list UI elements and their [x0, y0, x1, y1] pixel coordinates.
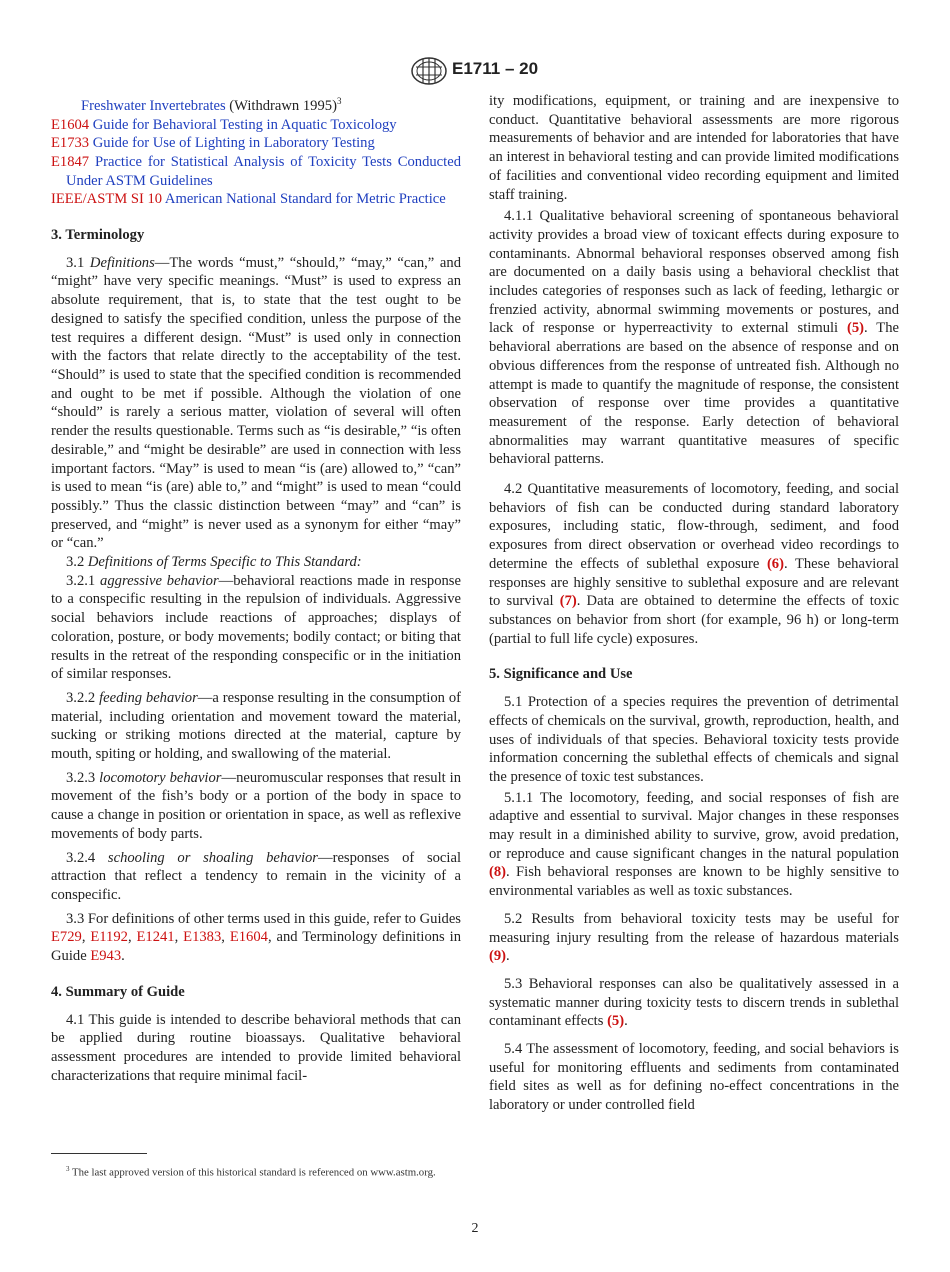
- paragraph-3-2-1: 3.2.1 aggressive behavior—behavioral reactions made in response to a conspecific resulting in the repulsion of individuals. Aggressive social behaviors include reactions of approaches; displays of coloration, posture, or body movements; bodily contact; or biting that results in the retreat of the responding conspecific or in the initiation of similar responses.: [51, 572, 461, 683]
- reference-number[interactable]: IEEE/ASTM SI 10: [51, 191, 163, 208]
- paragraph-4-1: 4.1 This guide is intended to describe behavioral methods that can be applied during routine bioassays. Qualitative behavioral assessment procedures are intended to provide limited behavioral characterizations that require minimal facil-: [51, 1011, 461, 1084]
- reference-item[interactable]: Freshwater Invertebrates (Withdrawn 1995)$^3$: [81, 96, 342, 114]
- paragraph-5-2: 5.2 Results from behavioral toxicity tests may be useful for measuring injury resulting from the release of hazardous materials (9).: [489, 910, 899, 965]
- citation-link[interactable]: (6): [766, 555, 784, 572]
- left-column: [51, 92, 461, 1085]
- standard-link[interactable]: E1383: [183, 929, 222, 946]
- citation-link[interactable]: (5): [607, 1013, 625, 1030]
- reference-item[interactable]: [51, 153, 461, 190]
- paragraph-4-2: 4.2 Quantitative measurements of locomotory, feeding, and social behaviors of fish can be conducted during standard laboratory exposures, including static, flow-through, sediment, and food exposures from direct observation or overhead video recordings to determine the effects of sublethal exposure (6). These behavioral responses are highly sensitive to sublethal exposure and are relevant to survival (7). Data are obtained to determine the effects of toxic substances on behavior from short (for example, 96 h) or long-term (partial to full life cycle) exposures.: [489, 481, 899, 647]
- paragraph-5-4: 5.4 The assessment of locomotory, feeding, and social behaviors is useful for monitoring effluents and sediments from contaminated field sites as well as for defining no-effect concentrations in the laboratory or under controlled field: [489, 1041, 899, 1114]
- citation-link[interactable]: (9): [489, 948, 507, 965]
- astm-logo-icon: [410, 56, 448, 86]
- paragraph-3-3: 3.3 For definitions of other terms used in this guide, refer to Guides E729, E1192, E1241, E1383, E1604, and Terminology definitions in Guide E943.: [51, 910, 462, 965]
- reference-number[interactable]: E1847: [51, 153, 90, 170]
- paragraph-4-1-continued: ity modifications, equipment, or training and are inexpensive to conduct. Quantitative behavioral assessments are more rigorous measurements of behavior and are intended for laboratories that have an interest in behavioral testing and can provide limited modifications of facilities and conventional video recording equipment and limited staff training.: [489, 93, 899, 203]
- reference-title[interactable]: American National Standard for Metric Practice: [164, 191, 446, 208]
- page-number: 2: [471, 1221, 479, 1236]
- section-heading: 3. Terminology: [51, 227, 145, 244]
- footnote-divider: [51, 1153, 147, 1154]
- section-heading: 5. Significance and Use: [489, 666, 633, 683]
- section-heading: 4. Summary of Guide: [51, 983, 185, 1000]
- paragraph-3-1: 3.1 Definitions—The words “must,” “should,” “may,” “can,” and “might” have very specific meanings. “Must” is used to express an absolute requirement, that is, to state that the test ought to be designed to satisfy the specified condition, unless the purpose of the test requires a different design. “Must” is used only in connection with the factors that relate directly to the acceptability of the test. “Should” is used to state that the specified condition is recommended and ought to be met if possible. Although the violation of one “should” is rarely a serious matter, violation of several will often render the results questionable. Terms such as “is desirable,” “is often desirable,” and “might be desirable” are used in connection with less important factors. “May” is used to mean “is (are) allowed to,” “can” is used to mean “is (are) able to,” and “might” is used to mean “could possibly.” Thus the classic distinction between “may” and “can” is preserved, and “might” is never used as a synonym for either “may” or “can.”: [51, 254, 462, 552]
- standard-link[interactable]: E1192: [90, 929, 128, 946]
- citation-link[interactable]: (7): [559, 593, 577, 610]
- reference-item[interactable]: [51, 134, 461, 153]
- paragraph-5-3: 5.3 Behavioral responses can also be qualitatively assessed in a systematic manner during toxicity tests to discern trends in sublethal contaminant effects (5).: [489, 975, 899, 1030]
- reference-title[interactable]: Freshwater Invertebrates: [81, 97, 226, 114]
- paragraph-3-2-3: 3.2.3 locomotory behavior—neuromuscular responses that result in movement of the fish’s body or a portion of the body in space to cause a change in position or orientation in space, as well as reflexive movements of body parts.: [51, 769, 462, 842]
- citation-link[interactable]: (8): [489, 864, 507, 881]
- standard-link[interactable]: E943: [90, 948, 122, 965]
- reference-title[interactable]: Guide for Use of Lighting in Laboratory Testing: [92, 135, 375, 152]
- page-header: [0, 56, 950, 86]
- standard-link[interactable]: E1604: [229, 929, 268, 946]
- footnote: $^3$ The last approved version of this historical standard is referenced on www.astm.org.: [66, 1165, 436, 1179]
- reference-title[interactable]: Practice for Statistical Analysis of Toxicity Tests Conducted Under ASTM Guidelines: [66, 153, 461, 189]
- paragraph-4-1-1: 4.1.1 Qualitative behavioral screening of spontaneous behavioral activity provides a broad view of toxicant effects during exposure to contaminants. Abnormal behavioral responses observed among fish are documented on a daily basis using a behavioral checklist that includes categories of responses such as lack of feeding, lethargic or frenzied activity, abnormal swimming movements or postures, and lack of response or hyperreactivity to external stimuli (5). The behavioral aberrations are based on the absence of response and on obvious differences from the response of untreated fish. Although no attempt is made to quantify the magnitude of response, the consistent observation of response over time provides a quantitative measurement of the response. Early detection of behavioral abnormalities may warrant quantitative measures of specific behavioral patterns.: [489, 208, 899, 468]
- paragraph-3-2-2: 3.2.2 feeding behavior—a response resulting in the consumption of material, including orientation and movement toward the material, sucking or striking motions directed at the material, capture by mouth, spiting or holding, and swallowing of the material.: [51, 689, 462, 763]
- reference-number[interactable]: E1604: [51, 116, 90, 133]
- paragraph-5-1: 5.1 Protection of a species requires the prevention of detrimental effects of chemicals on the survival, growth, reproduction, health, and uses of individuals of that species. Behavioral toxicity tests provide information concerning the sublethal effects of chemicals and signal the presence of toxic test substances.: [489, 694, 899, 785]
- document-id: E1711 – 20: [452, 59, 539, 78]
- paragraph-3-2-4: 3.2.4 schooling or shoaling behavior—responses of social attraction that reflect a tendency to remain in the vicinity of a conspecific.: [51, 849, 461, 903]
- reference-item[interactable]: [51, 116, 461, 135]
- paragraph-5-1-1: 5.1.1 The locomotory, feeding, and social responses of fish are adaptive and essential to survival. Major changes in these responses may result in a diminished ability to survive, grow, avoid predation, or reproduce and cause significant changes in the natural population (8). Fish behavioral responses are known to be highly sensitive to environmental variables as well as toxic substances.: [489, 789, 899, 900]
- right-column: [489, 92, 899, 1115]
- standard-link[interactable]: E1241: [136, 929, 175, 946]
- paragraph-3-2: 3.2 Definitions of Terms Specific to This Standard:: [66, 554, 362, 571]
- reference-number[interactable]: E1733: [51, 135, 90, 152]
- reference-item[interactable]: [51, 190, 461, 209]
- reference-title[interactable]: Guide for Behavioral Testing in Aquatic Toxicology: [92, 116, 397, 133]
- standard-link[interactable]: E729: [51, 929, 82, 946]
- citation-link[interactable]: (5): [847, 320, 865, 337]
- footnote-marker: 3: [336, 96, 342, 106]
